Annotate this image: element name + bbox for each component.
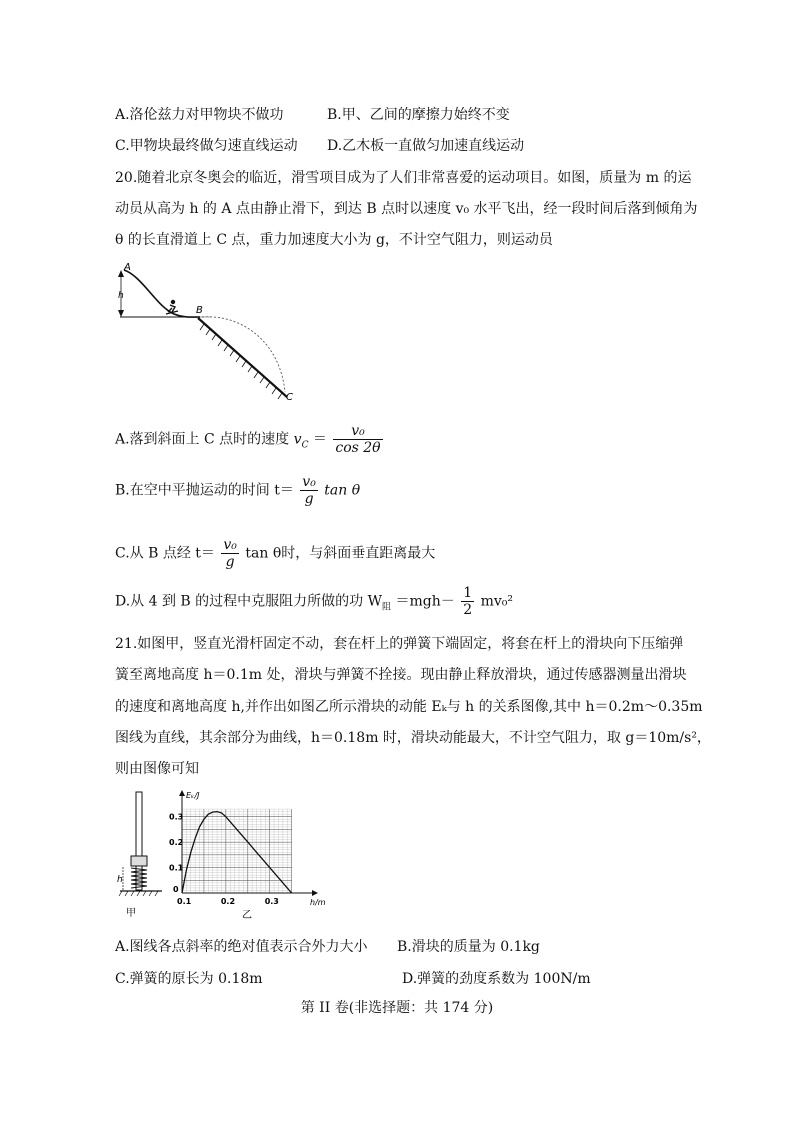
- q20-stem-line2: 动员从高为 h 的 A 点由静止滑下，到达 B 点时以速度 v₀ 水平飞出，经一段时间后落到倾角为: [115, 201, 698, 217]
- q21-stem-line3: 的速度和离地高度 h,并作出如图乙所示滑块的动能 Eₖ与 h 的关系图像,其中 h＝0.2m～0.35m: [115, 699, 703, 715]
- slope-curve: [124, 270, 200, 317]
- label-b: B: [196, 305, 203, 316]
- y-tick-label: 0.2: [169, 838, 184, 848]
- q19-option-c: C.甲物块最终做匀速直线运动: [115, 138, 298, 154]
- label-h: h: [118, 291, 124, 301]
- fraction: $\frac{\text{v₀}}{g}$: [302, 474, 316, 507]
- skier-icon: [166, 300, 178, 314]
- q20-option-c: C.从 B 点经 t＝ $\frac{\text{v₀}}{g}$ tan θ时，与斜面垂直距离最大: [115, 537, 436, 570]
- y-tick-label: 0.3: [169, 812, 184, 822]
- q20-stem-line3: θ 的长直滑道上 C 点，重力加速度大小为 g，不计空气阻力，则运动员: [115, 232, 553, 248]
- q21-option-c: C.弹簧的原长为 0.18m: [115, 971, 263, 987]
- label-yi: 乙: [242, 910, 252, 921]
- q21-stem-line2: 簧至离地高度 h＝0.1m 处，滑块与弹簧不拴接。现由静止释放滑块，通过传感器测量出滑块: [115, 667, 687, 683]
- q21-option-b: B.滑块的质量为 0.1kg: [397, 939, 540, 955]
- fraction: $\frac{\text{v₀}}{\cos 2\theta}$: [335, 423, 381, 456]
- q21-stem-line1: 21.如图甲，竖直光滑杆固定不动，套在杆上的弹簧下端固定，将套在杆上的滑块向下压缩弹: [115, 636, 684, 652]
- x-axis-arrow: [312, 890, 318, 896]
- section-footer: 第 II 卷(非选择题：共 174 分): [300, 1000, 494, 1016]
- q19-option-a: A.洛伦兹力对甲物块不做功: [115, 107, 284, 123]
- x-tick-label: 0.2: [220, 897, 236, 906]
- y-axis-arrow: [179, 790, 185, 796]
- x-tick-label: 0.3: [264, 897, 279, 906]
- incline-hatching: [200, 324, 282, 399]
- q19-option-d: D.乙木板一直做匀加速直线运动: [327, 138, 525, 154]
- trajectory-dotted: [202, 317, 285, 392]
- label-h: h: [117, 875, 123, 885]
- label-jia: 甲: [126, 908, 136, 919]
- q21-stem-line5: 则由图像可知: [115, 761, 199, 777]
- q21-option-a: A.图线各点斜率的绝对值表示合外力大小: [115, 939, 368, 955]
- q20-option-a: A.落到斜面上 C 点时的速度 $v_C$ ＝ $\frac{\text{v₀}}{\cos 2\theta}$: [115, 423, 381, 456]
- q20-option-d: D.从 4 到 B 的过程中克服阻力所做的功 $W_阻 =mgh-$ $\frac{1}{2}$ mv₀²: [115, 585, 513, 618]
- q19-option-b: B.甲、乙间的摩擦力始终不变: [327, 107, 510, 123]
- q21-option-d: D.弹簧的劲度系数为 100N/m: [402, 971, 591, 987]
- label-c: C: [286, 392, 293, 403]
- q20-stem-line1: 20.随着北京冬奥会的临近，滑雪项目成为了人们非常喜爱的运动项目。如图，质量为 m 的运: [115, 170, 692, 186]
- x-tick-label: 0.1: [177, 897, 192, 906]
- ek-h-chart: [168, 788, 328, 923]
- label-a: A: [124, 262, 131, 273]
- q21-stem-line4: 图线为直线，其余部分为曲线，h＝0.18m 时，滑块动能最大，不计空气阻力，取 g＝10m/s²，: [115, 730, 711, 746]
- fraction: $\frac{\text{v₀}}{g}$: [223, 537, 237, 570]
- x-axis-label: h/m: [310, 898, 326, 907]
- incline-line: [198, 318, 287, 397]
- slider-block: [131, 856, 147, 866]
- y-axis-label: Eₖ/J: [186, 791, 200, 800]
- ski-slope-figure: [112, 262, 302, 407]
- y-tick-label: 0.1: [169, 863, 184, 873]
- q20-option-b: B.在空中平抛运动的时间 t＝ $\frac{\text{v₀}}{g}$ tan θ: [115, 474, 361, 507]
- y-tick-label: 0: [173, 885, 179, 894]
- fraction: $\frac{1}{2}$: [463, 585, 473, 618]
- spring-rod-figure: [112, 790, 172, 922]
